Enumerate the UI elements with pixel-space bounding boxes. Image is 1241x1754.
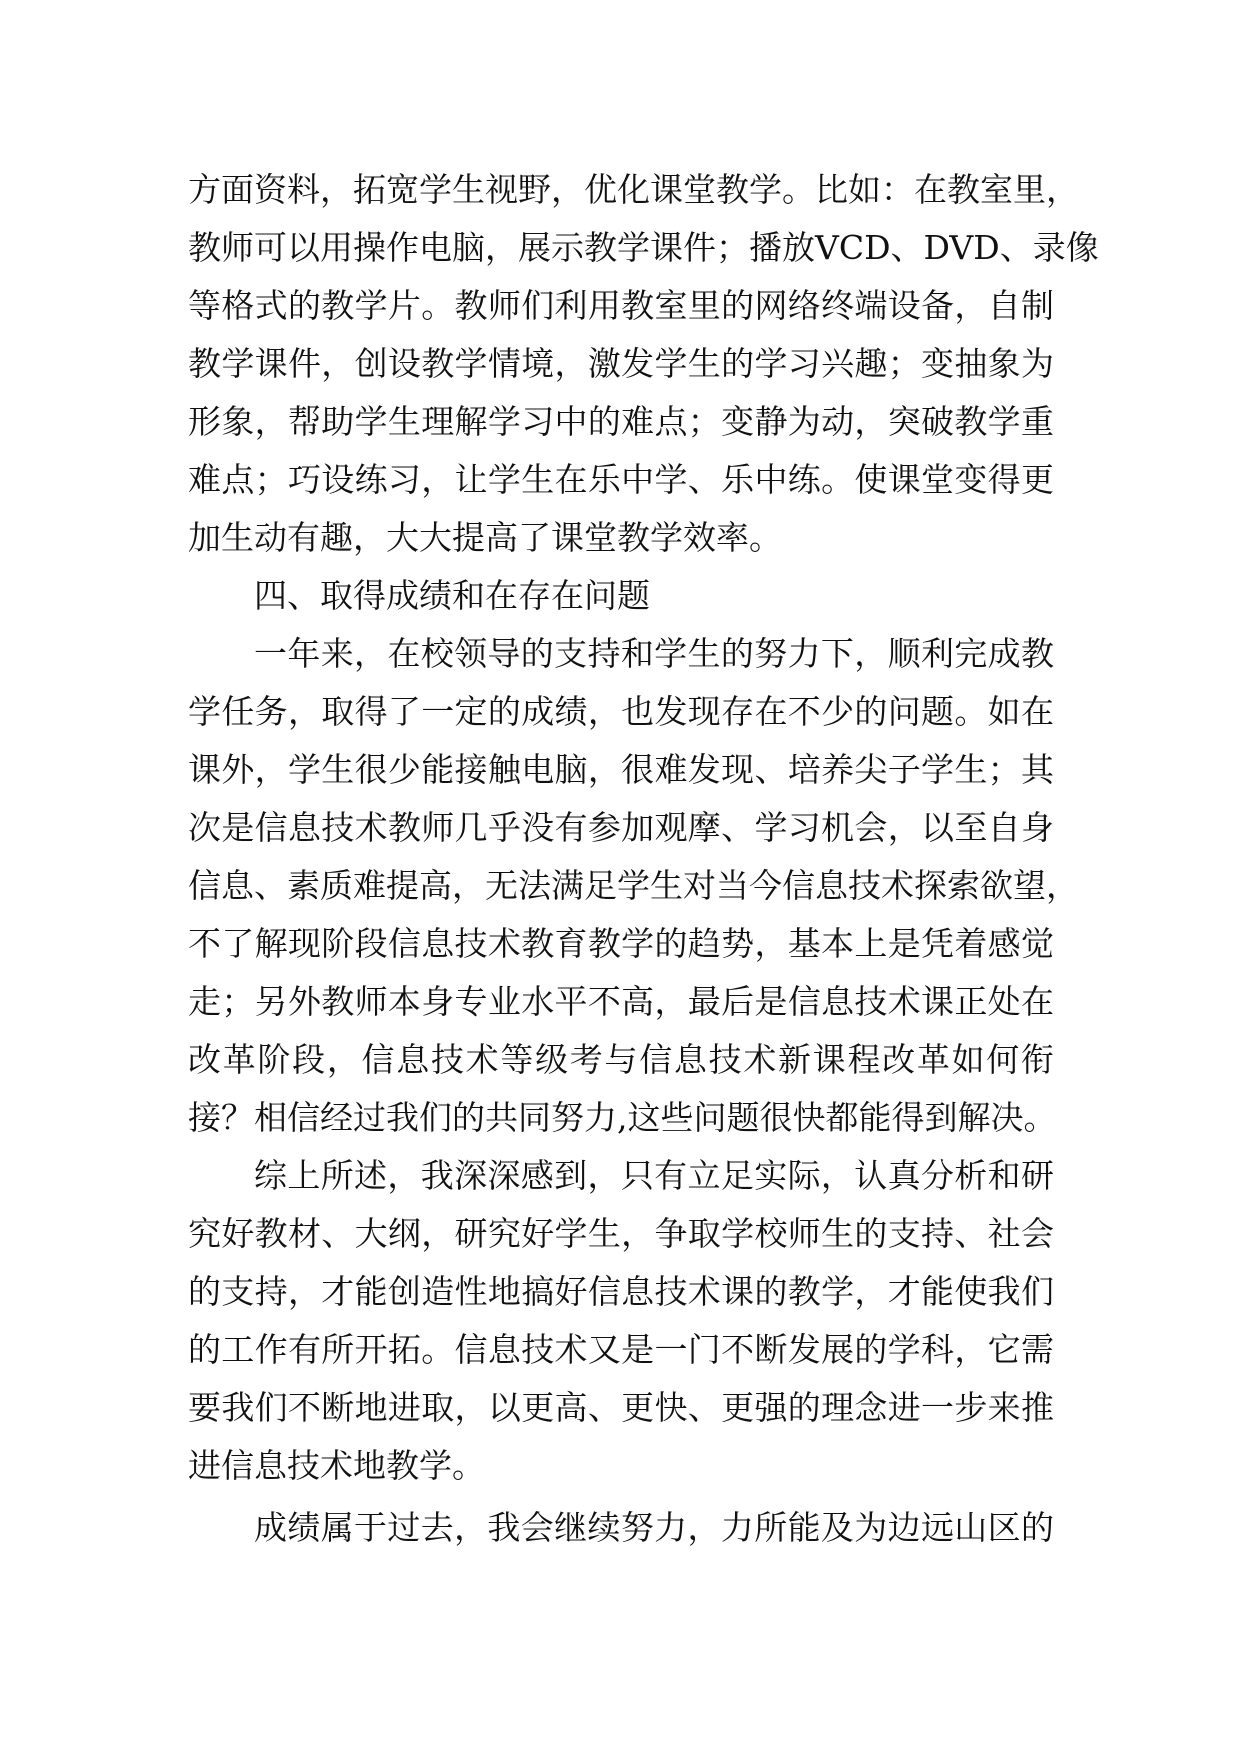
paragraph-line: 教师可以用操作电脑，展示教学课件；播放VCD、DVD、录像 bbox=[188, 228, 1099, 267]
paragraph-line: 加生动有趣，大大提高了课堂教学效率。 bbox=[188, 518, 782, 557]
section-heading bbox=[188, 567, 1054, 625]
paragraph-line: 接？相信经过我们的共同努力,这些问题很快都能得到解决。 bbox=[188, 1098, 1057, 1137]
paragraph-line: 信息、素质难提高，无法满足学生对当今信息技术探索欲望， bbox=[188, 866, 1079, 905]
paragraph-line: 难点；巧设练习，让学生在乐中学、乐中练。使课堂变得更 bbox=[188, 460, 1054, 499]
paragraph-line: 改革阶段，信息技术等级考与信息技术新课程改革如何衔 bbox=[188, 1040, 1054, 1079]
paragraph-line: 不了解现阶段信息技术教育教学的趋势，基本上是凭着感觉 bbox=[188, 924, 1054, 963]
paragraph-line: 究好教材、大纲，研究好学生，争取学校师生的支持、社会 bbox=[188, 1214, 1054, 1253]
paragraph bbox=[188, 1499, 1054, 1557]
paragraph-line: 课外，学生很少能接触电脑，很难发现、培养尖子学生；其 bbox=[188, 750, 1054, 789]
paragraph-line: 要我们不断地进取，以更高、更快、更强的理念进一步来推 bbox=[188, 1388, 1054, 1427]
paragraph-line: 学任务，取得了一定的成绩，也发现存在不少的问题。如在 bbox=[188, 692, 1054, 731]
section-heading-text: 四、取得成绩和在存在问题 bbox=[254, 576, 650, 615]
paragraph bbox=[188, 1147, 1054, 1495]
paragraph-line: 的工作有所开拓。信息技术又是一门不断发展的学科，它需 bbox=[188, 1330, 1054, 1369]
paragraph-line: 等格式的教学片。教师们利用教室里的网络终端设备，自制 bbox=[188, 286, 1054, 325]
paragraph-line: 形象，帮助学生理解学习中的难点；变静为动，突破教学重 bbox=[188, 402, 1054, 441]
document-body bbox=[188, 161, 1099, 1557]
paragraph bbox=[188, 161, 1099, 567]
paragraph-line: 成绩属于过去，我会继续努力，力所能及为边远山区的 bbox=[254, 1508, 1054, 1547]
paragraph-line: 教学课件，创设教学情境，激发学生的学习兴趣；变抽象为 bbox=[188, 344, 1054, 383]
paragraph-line: 走；另外教师本身专业水平不高，最后是信息技术课正处在 bbox=[188, 982, 1054, 1021]
paragraph-line: 方面资料，拓宽学生视野，优化课堂教学。比如：在教室里， bbox=[188, 170, 1079, 209]
paragraph-line: 的支持，才能创造性地搞好信息技术课的教学，才能使我们 bbox=[188, 1272, 1054, 1311]
paragraph-line: 综上所述，我深深感到，只有立足实际，认真分析和研 bbox=[254, 1156, 1054, 1195]
paragraph bbox=[188, 625, 1079, 1147]
paragraph-line: 一年来，在校领导的支持和学生的努力下，顺利完成教 bbox=[254, 634, 1054, 673]
paragraph-line: 次是信息技术教师几乎没有参加观摩、学习机会，以至自身 bbox=[188, 808, 1054, 847]
paragraph-line: 进信息技术地教学。 bbox=[188, 1446, 485, 1485]
